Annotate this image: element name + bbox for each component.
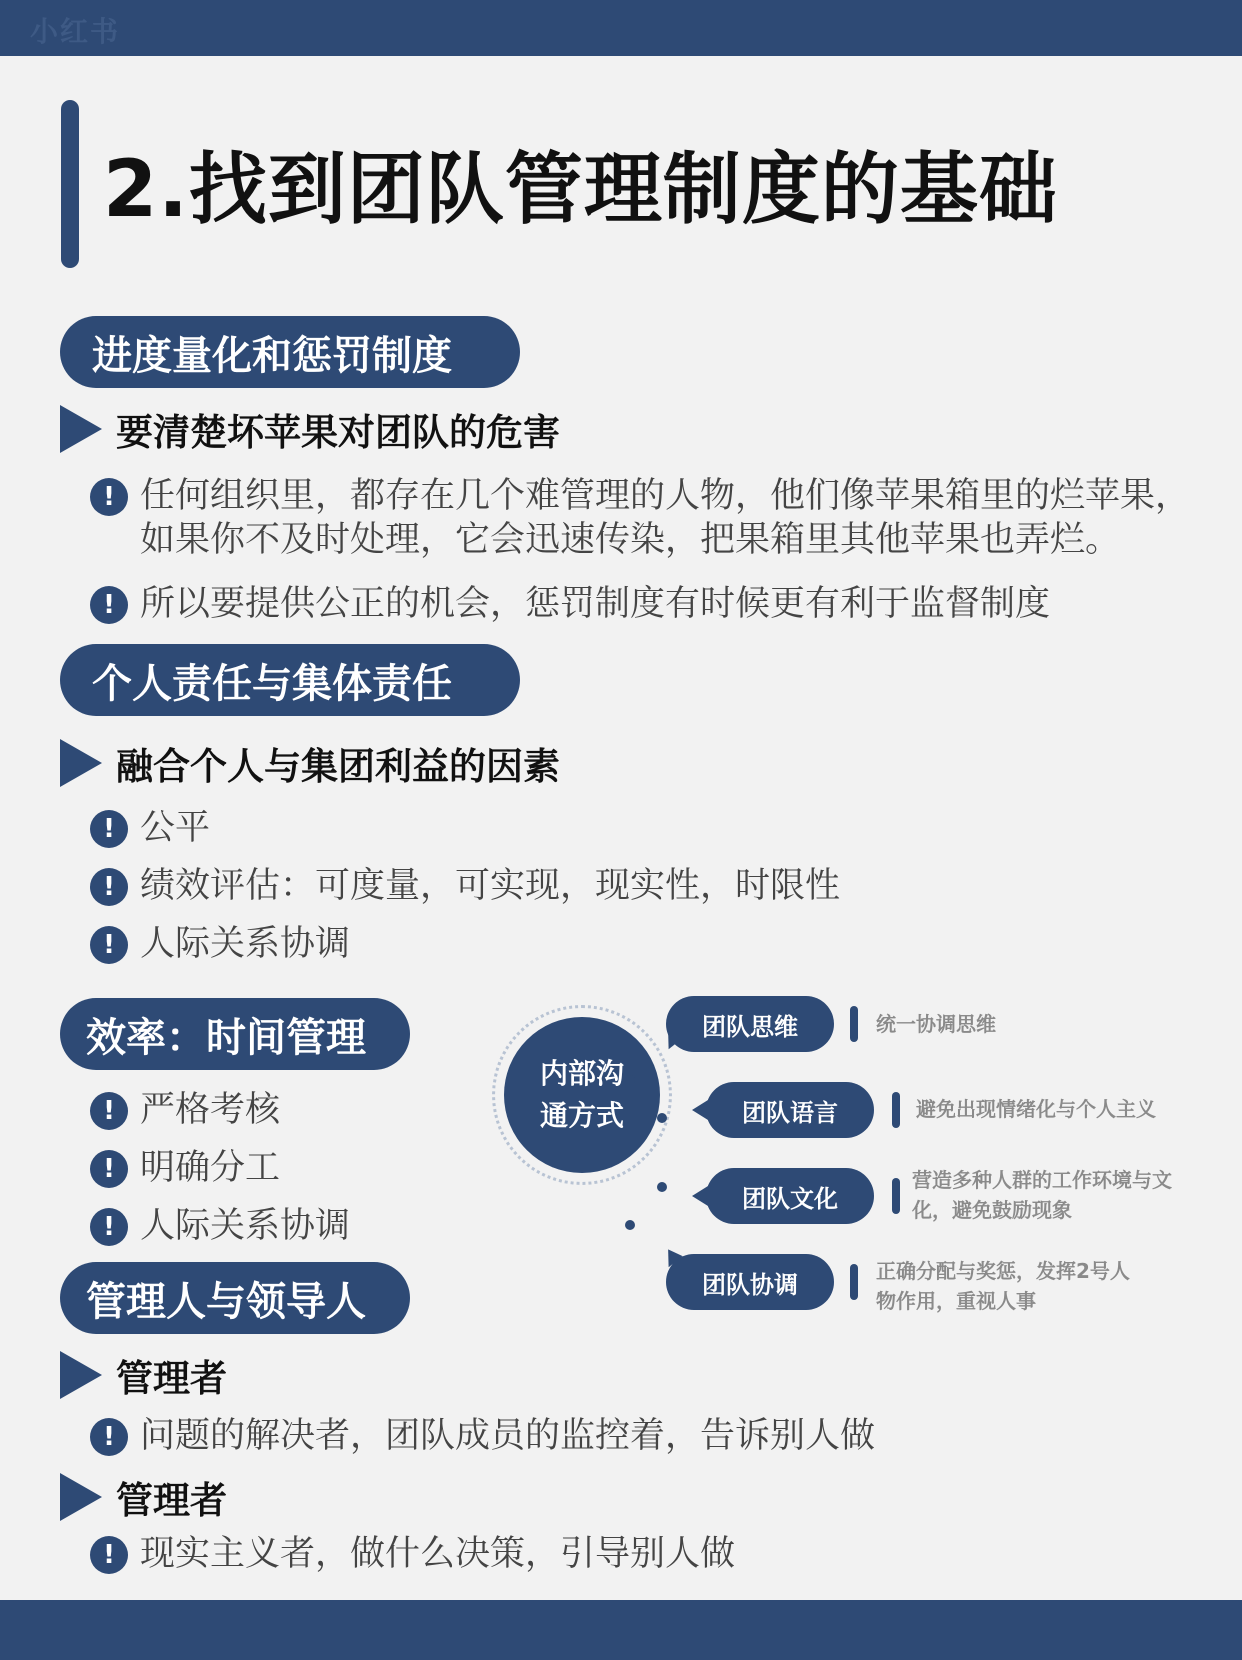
node-desc-line: 化，避免鼓励现象 <box>912 1198 1072 1222</box>
list-item <box>90 1532 735 1576</box>
connector-dot <box>625 1075 635 1085</box>
node-desc-line: 统一协调思维 <box>876 1012 996 1036</box>
subheading-label: 管理者 <box>116 1357 227 1400</box>
exclamation-icon: ! <box>90 868 128 906</box>
list-item <box>90 806 210 850</box>
node-desc-line: 营造多种人群的工作环境与文 <box>912 1168 1172 1192</box>
connector-dot <box>625 1220 635 1230</box>
connector-dot <box>657 1182 667 1192</box>
exclamation-icon: ! <box>90 586 128 624</box>
page-title: 2.找到团队管理制度的基础 <box>103 145 1058 235</box>
node-desc-bar <box>892 1178 900 1214</box>
list-item-text: 任何组织里，都存在几个难管理的人物，他们像苹果箱里的烂苹果， <box>140 476 1191 516</box>
node-team-coordination: 团队协调 <box>666 1254 834 1310</box>
list-item <box>90 474 1190 562</box>
node-team-culture: 团队文化 <box>706 1168 874 1224</box>
connector-dot <box>657 1113 667 1123</box>
subheading-manager <box>60 1350 227 1400</box>
list-item <box>90 1414 875 1458</box>
list-item-text: 人际关系协调 <box>140 924 351 964</box>
diagram-center-circle <box>504 1017 660 1173</box>
node-desc-bar <box>850 1006 858 1042</box>
section-heading-responsibility: 个人责任与集体责任 <box>60 644 520 716</box>
exclamation-icon: ! <box>90 1418 128 1456</box>
list-item-text: 严格考核 <box>140 1090 281 1130</box>
node-team-thinking: 团队思维 <box>666 996 834 1052</box>
subheading-bad-apple <box>60 404 560 454</box>
triangle-arrow-icon <box>60 739 102 787</box>
exclamation-icon: ! <box>90 1092 128 1130</box>
node-desc-line: 物作用，重视人事 <box>876 1289 1036 1313</box>
list-item <box>90 1088 280 1132</box>
section-heading-efficiency: 效率：时间管理 <box>60 998 410 1070</box>
exclamation-icon: ! <box>90 1150 128 1188</box>
node-desc-line: 避免出现情绪化与个人主义 <box>916 1097 1156 1121</box>
list-item-text: 公平 <box>140 808 211 848</box>
watermark: 小红书 <box>30 15 121 48</box>
triangle-arrow-icon <box>60 1351 102 1399</box>
node-team-language: 团队语言 <box>706 1082 874 1138</box>
subheading-label: 要清楚坏苹果对团队的危害 <box>116 411 560 454</box>
subheading-label: 管理者 <box>116 1479 227 1522</box>
bottom-banner <box>0 1600 1242 1660</box>
triangle-arrow-icon <box>60 405 102 453</box>
list-item <box>90 582 1050 626</box>
list-item <box>90 1204 350 1248</box>
exclamation-icon: ! <box>90 1536 128 1574</box>
section-heading-progress: 进度量化和惩罚制度 <box>60 316 520 388</box>
node-desc-bar <box>850 1264 858 1300</box>
list-item-text: 绩效评估：可度量，可实现，现实性，时限性 <box>140 866 841 906</box>
top-banner <box>0 0 1242 56</box>
subheading-label: 融合个人与集团利益的因素 <box>116 745 560 788</box>
node-desc-line: 正确分配与奖惩，发挥2号人 <box>876 1259 1130 1283</box>
exclamation-icon: ! <box>90 810 128 848</box>
list-item-text: 明确分工 <box>140 1148 281 1188</box>
node-desc <box>876 1256 1130 1316</box>
diagram-center-label: 通方式 <box>539 1099 624 1132</box>
list-item-text: 问题的解决者，团队成员的监控着，告诉别人做 <box>140 1416 876 1456</box>
exclamation-icon: ! <box>90 1208 128 1246</box>
list-item-text: 人际关系协调 <box>140 1206 351 1246</box>
title-accent-bar <box>61 100 79 268</box>
list-item-text: 现实主义者，做什么决策，引导别人做 <box>140 1534 736 1574</box>
list-item-text: 所以要提供公正的机会，惩罚制度有时候更有利于监督制度 <box>140 584 1051 624</box>
list-item <box>90 864 840 908</box>
subheading-manager <box>60 1472 227 1522</box>
exclamation-icon: ! <box>90 478 128 516</box>
list-item <box>90 922 350 966</box>
node-desc-bar <box>892 1092 900 1128</box>
node-desc <box>916 1094 1156 1124</box>
exclamation-icon: ! <box>90 926 128 964</box>
triangle-arrow-icon <box>60 1473 102 1521</box>
subheading-interests <box>60 738 560 788</box>
list-item-text: 如果你不及时处理，它会迅速传染，把果箱里其他苹果也弄烂。 <box>140 520 1121 560</box>
node-desc <box>876 1009 996 1039</box>
node-desc <box>912 1165 1172 1225</box>
section-heading-managers-leaders: 管理人与领导人 <box>60 1262 410 1334</box>
diagram-center-label: 内部沟 <box>539 1057 624 1090</box>
list-item <box>90 1146 280 1190</box>
